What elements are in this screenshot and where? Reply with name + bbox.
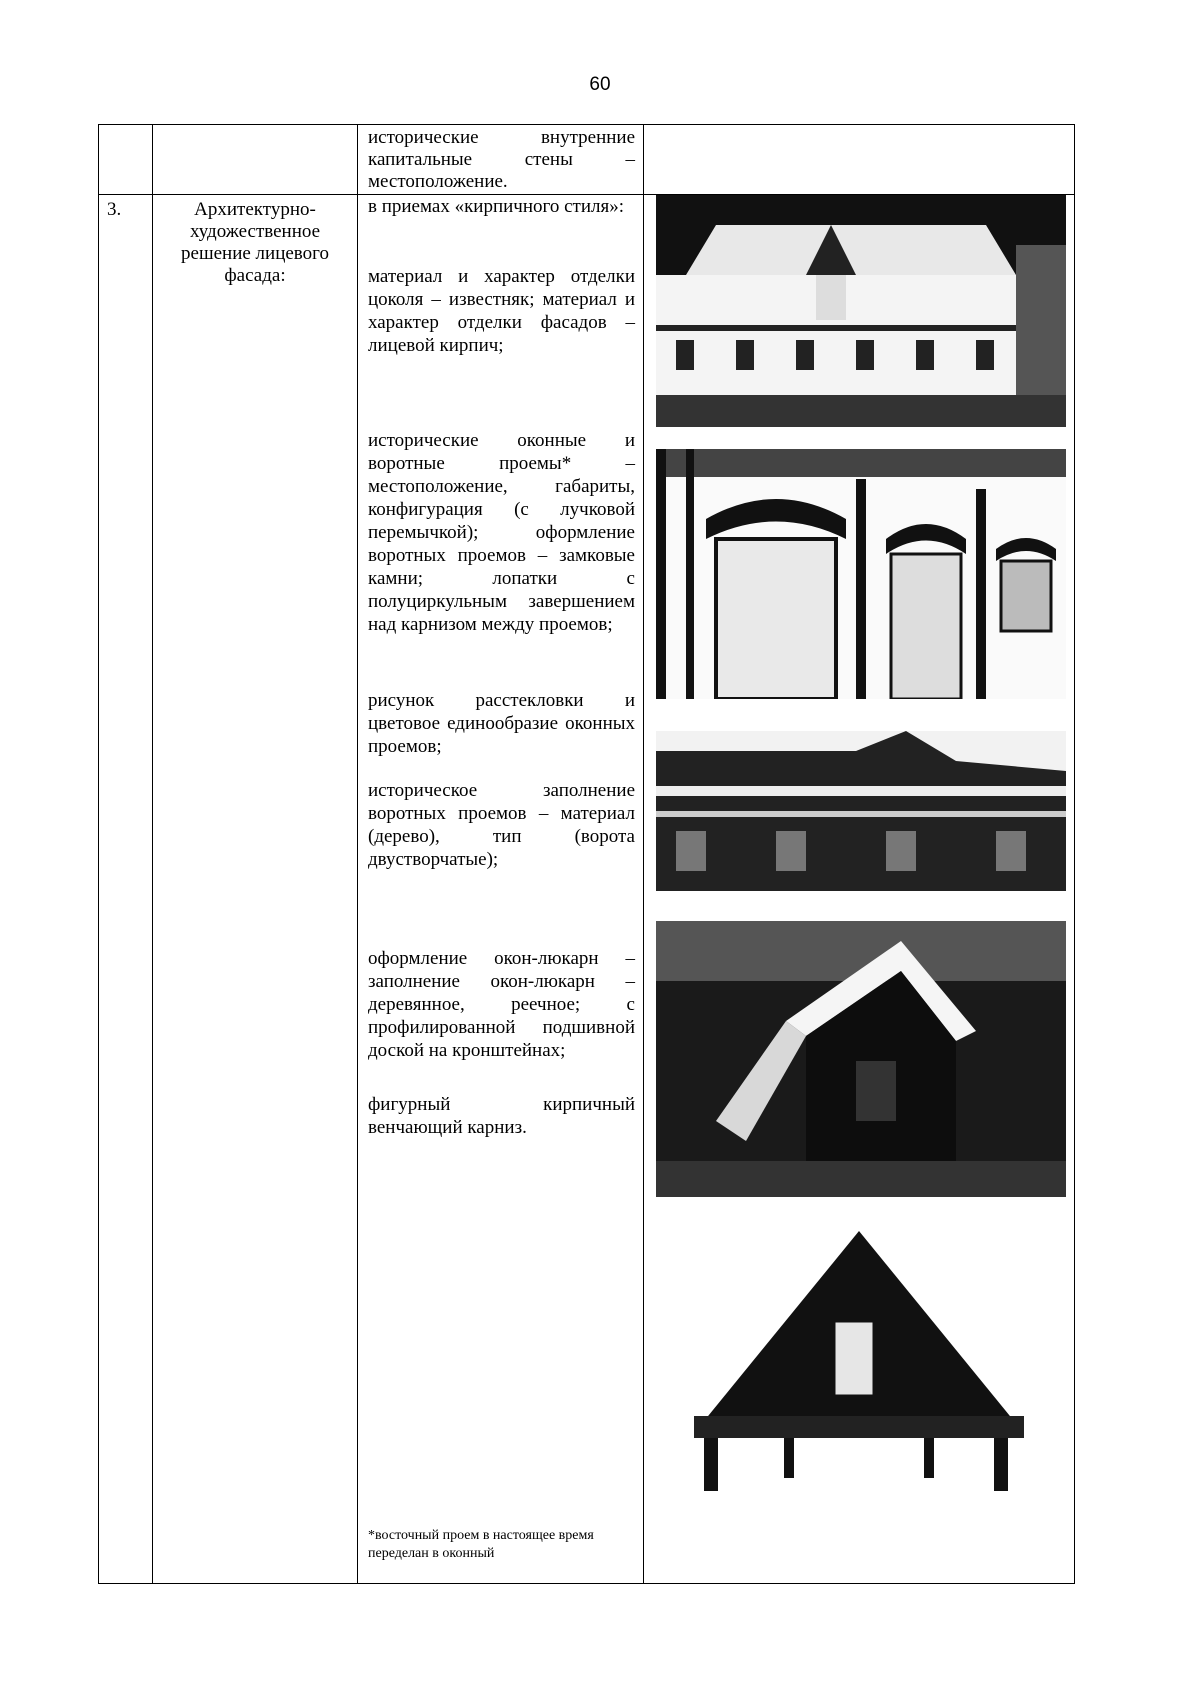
row-name: Архитектурно-художественное решение лицевого фасада:: [153, 195, 358, 1584]
table-row-continuation: [99, 125, 1075, 195]
cell-description: [358, 125, 644, 195]
cell-image-empty: [644, 125, 1075, 195]
footnote: *восточный проем в настоящее время переделан в оконный: [368, 1528, 594, 1561]
photo-gate-openings: [656, 449, 1066, 699]
table-row-3: [99, 195, 1075, 1584]
description-openings: исторические оконные и воротные проемы* – местоположение, габариты, конфигурация (с лучковой перемычкой); оформление воротных проемов – замковые камни; лопатки с полуциркульным завершением над карнизом между проемов;: [368, 430, 635, 635]
cell-number-empty: [99, 125, 153, 195]
cell-descriptions: [358, 195, 644, 1584]
photo-cornice: [656, 731, 1066, 891]
row-number: 3.: [99, 195, 153, 1584]
description-gate-fill: историческое заполнение воротных проемов – материал (дерево), тип (ворота двустворчатые);: [368, 780, 635, 870]
cell-name-empty: [153, 125, 358, 195]
photo-dormer-roof: [656, 921, 1066, 1197]
description-dormers: оформление окон-люкарн – заполнение окон-люкарн – деревянное, реечное; с профилированной подшивной доской на кронштейнах;: [368, 948, 635, 1061]
description-brick-style: в приемах «кирпичного стиля»:: [368, 196, 624, 217]
description-cornice: фигурный кирпичный венчающий карниз.: [368, 1094, 635, 1138]
cell-photos: [644, 195, 1075, 1584]
photo-dormer-gable: [694, 1231, 1024, 1491]
description-walls: исторические внутренние капитальные стены – местоположение.: [368, 127, 635, 192]
page-number: 60: [589, 74, 611, 95]
heritage-elements-table: [98, 124, 1075, 1584]
photo-facade-overview: [656, 195, 1066, 427]
description-materials: материал и характер отделки цоколя – известняк; материал и характер отделки фасадов – лицевой кирпич;: [368, 266, 635, 356]
description-glazing: рисунок расстекловки и цветовое единообразие оконных проемов;: [368, 690, 635, 757]
